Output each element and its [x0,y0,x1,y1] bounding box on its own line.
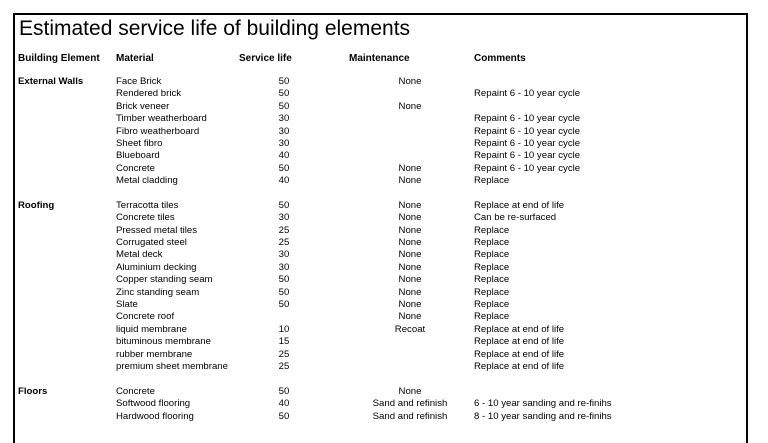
maintenance-cell: None [398,175,422,187]
table-row [15,274,746,286]
comments-cell: Can be re-surfaced [474,212,557,224]
maintenance-cell: None [398,249,422,261]
material-cell: Fibro weatherboard [116,125,200,137]
comments-cell: Replace [474,249,510,261]
service-life-cell: 50 [278,100,290,112]
material-cell: Zinc standing seam [116,286,200,298]
maintenance-cell: None [398,237,422,249]
material-cell: Metal deck [116,249,163,261]
comments-cell: Replace [474,311,510,323]
material-cell: premium sheet membrane [116,360,228,372]
comments-cell: Replace [474,274,510,286]
building-element-cell: Roofing [18,199,55,211]
table-row [15,299,746,311]
maintenance-cell: None [398,311,422,323]
table-row [15,349,746,361]
comments-cell: Replace at end of life [474,336,565,348]
header-service-life: Service life [239,53,292,64]
comments-cell: Repaint 6 - 10 year cycle [474,113,581,125]
table-row [15,336,746,348]
table-row [15,287,746,299]
maintenance-cell: Recoat [394,323,426,335]
service-life-cell: 30 [278,137,290,149]
table-row [15,113,746,125]
comments-cell: 8 - 10 year sanding and re-finihs [474,410,612,422]
table-row [15,150,746,162]
table-row [15,398,746,410]
service-life-cell: 50 [278,76,290,87]
material-cell: Corrugated steel [116,237,187,249]
comments-cell: Repaint 6 - 10 year cycle [474,88,581,100]
header-comments: Comments [474,53,526,64]
building-element-cell: External Walls [18,76,84,87]
service-life-cell: 40 [278,398,290,410]
comments-cell: Repaint 6 - 10 year cycle [474,150,581,162]
service-life-cell: 30 [278,249,290,261]
table-row [15,126,746,138]
document-sheet [13,13,748,443]
comments-cell: Replace at end of life [474,348,565,360]
comments-cell: Repaint 6 - 10 year cycle [474,125,581,137]
comments-cell: Replace [474,175,510,187]
comments-cell: Replace [474,286,510,298]
maintenance-cell: Sand and refinish [372,410,448,422]
table-row [15,212,746,224]
material-cell: Hardwood flooring [116,410,194,422]
maintenance-cell: None [398,212,422,224]
service-life-cell: 30 [278,212,290,224]
service-life-cell: 25 [278,360,290,372]
service-life-cell: 25 [278,224,290,236]
service-life-cell: 25 [278,348,290,360]
material-cell: Brick veneer [116,100,170,112]
table-row [15,361,746,373]
header-maintenance: Maintenance [349,53,410,64]
header-building-element: Building Element [18,53,100,64]
material-cell: Concrete tiles [116,212,175,224]
service-life-cell: 30 [278,125,290,137]
service-life-cell: 50 [278,88,290,100]
table-row [15,225,746,237]
page-title: Estimated service life of building elements [19,17,411,40]
service-life-cell: 50 [278,385,290,397]
material-cell: Softwood flooring [116,398,191,410]
group-spacer [15,188,746,200]
material-cell: Concrete roof [116,311,175,323]
maintenance-cell: None [398,224,422,236]
table-body [15,76,746,423]
comments-cell: Replace [474,237,510,249]
service-life-cell: 10 [278,323,290,335]
comments-cell: Replace at end of life [474,323,565,335]
material-cell: Face Brick [116,76,162,87]
comments-cell: Replace [474,261,510,273]
service-life-cell: 50 [278,274,290,286]
service-life-cell: 50 [278,286,290,298]
material-cell: Concrete [116,385,155,397]
material-cell: Sheet fibro [116,137,163,149]
service-life-cell: 50 [278,199,290,211]
service-life-cell: 50 [278,410,290,422]
table-row [15,163,746,175]
comments-cell: Replace [474,224,510,236]
table-row [15,386,746,398]
comments-cell: Replace at end of life [474,199,565,211]
material-cell: liquid membrane [116,323,187,335]
table-row [15,249,746,261]
material-cell: rubber membrane [116,348,193,360]
maintenance-cell: None [398,199,422,211]
maintenance-cell: None [398,286,422,298]
material-cell: Slate [116,299,138,311]
service-life-cell: 50 [278,162,290,174]
table-row [15,200,746,212]
service-life-cell: 15 [278,336,290,348]
table-row [15,76,746,88]
table-row [15,88,746,100]
maintenance-cell: None [398,261,422,273]
material-cell: Terracotta tiles [116,199,179,211]
material-cell: Copper standing seam [116,274,213,286]
table-row [15,262,746,274]
service-life-cell: 50 [278,299,290,311]
service-life-cell: 30 [278,113,290,125]
material-cell: Aluminium decking [116,261,197,273]
service-life-cell: 25 [278,237,290,249]
maintenance-cell: None [398,100,422,112]
table-row [15,175,746,187]
comments-cell: Replace at end of life [474,360,565,372]
material-cell: Concrete [116,162,155,174]
comments-cell: Repaint 6 - 10 year cycle [474,137,581,149]
building-element-cell: Floors [18,385,48,397]
table-row [15,138,746,150]
material-cell: Pressed metal tiles [116,224,198,236]
service-life-cell: 30 [278,261,290,273]
maintenance-cell: None [398,385,422,397]
maintenance-cell: None [398,299,422,311]
maintenance-cell: None [398,274,422,286]
material-cell: Rendered brick [116,88,182,100]
maintenance-cell: Sand and refinish [372,398,448,410]
service-life-cell: 40 [278,175,290,187]
group-spacer [15,373,746,385]
material-cell: Metal cladding [116,175,178,187]
maintenance-cell: None [398,76,422,87]
comments-cell: Repaint 6 - 10 year cycle [474,162,581,174]
material-cell: Blueboard [116,150,160,162]
service-life-cell: 40 [278,150,290,162]
header-material: Material [116,53,154,64]
comments-cell: Replace [474,299,510,311]
material-cell: Timber weatherboard [116,113,207,125]
material-cell: bituminous membrane [116,336,211,348]
table-row [15,101,746,113]
maintenance-cell: None [398,162,422,174]
comments-cell: 6 - 10 year sanding and re-finihs [474,398,612,410]
table-row [15,311,746,323]
table-row [15,324,746,336]
table-row [15,411,746,423]
table-row [15,237,746,249]
